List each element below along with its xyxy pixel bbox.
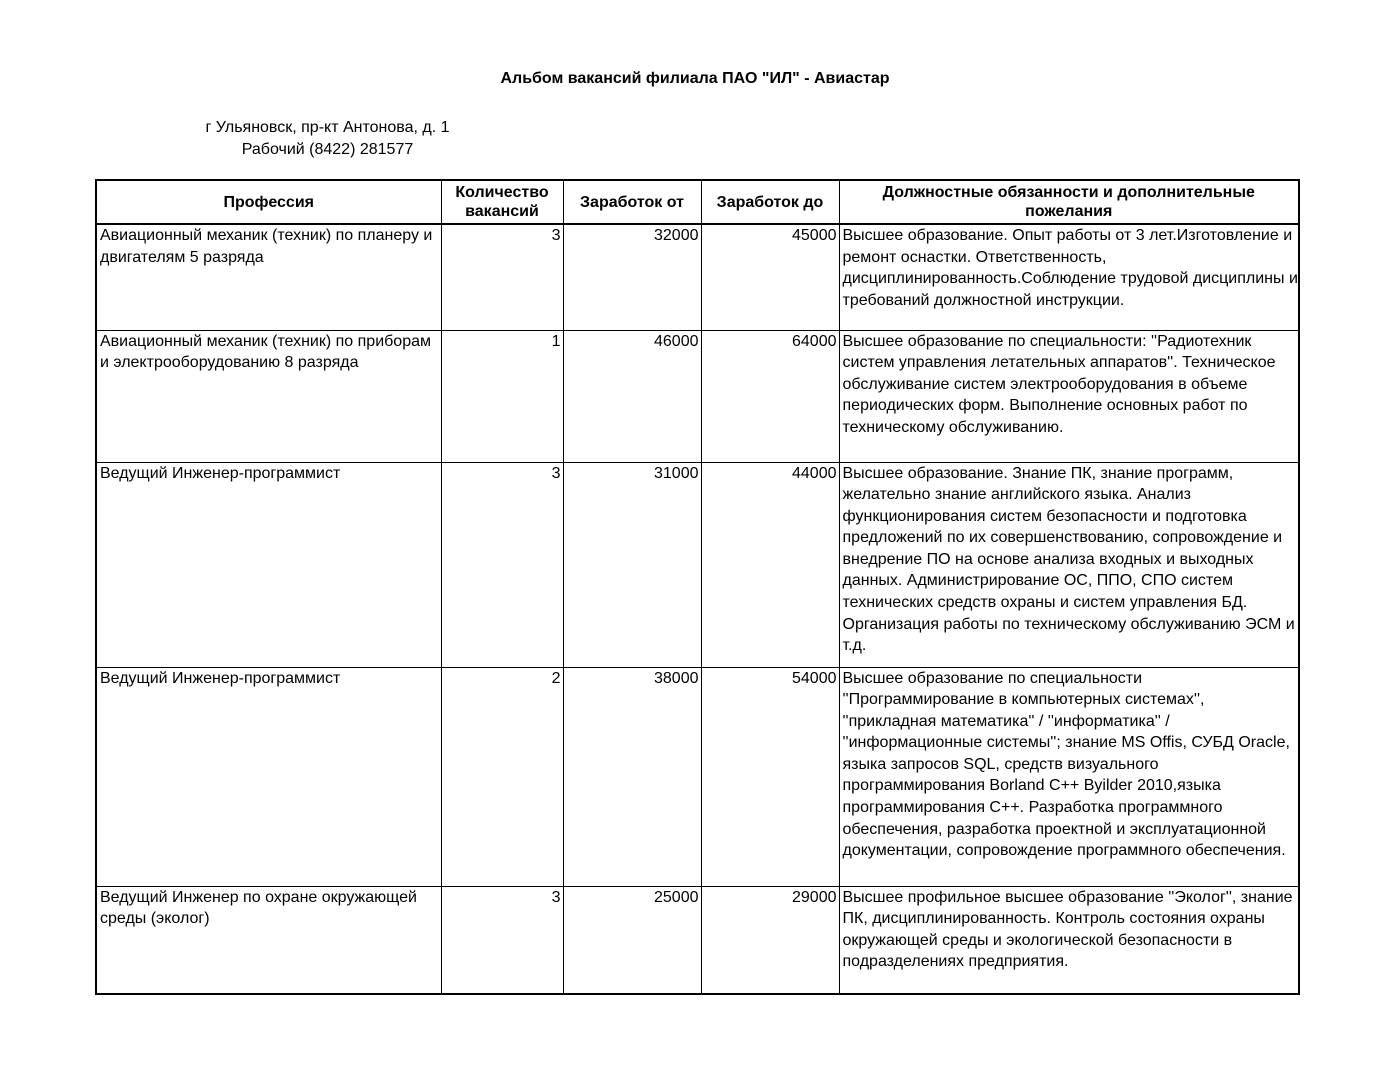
cell-count: 3 <box>441 224 563 330</box>
cell-duties: Высшее образование. Опыт работы от 3 лет.Изготовление и ремонт оснастки. Ответственность, дисциплинированность.Соблюдение трудовой дисциплины и требований должностной инструкции. <box>839 224 1299 330</box>
cell-profession: Авиационный механик (техник) по планеру и двигателям 5 разряда <box>96 224 441 330</box>
header-count: Количество вакансий <box>441 180 563 224</box>
cell-duties: Высшее образование по специальности ''Программирование в компьютерных системах'', ''прикладная математика'' / ''информатика'' / ''информационные системы''; знание MS Offis, СУБД Oracle, языка запросов SQL, средств визуального программирования Borland C++ Byilder 2010,языка программирования С++. Разработка программного обеспечения, разработка проектной и эксплуатационной документации, сопровождение программного обеспечения. <box>839 667 1299 886</box>
table-row <box>96 224 1299 330</box>
cell-profession: Ведущий Инженер-программист <box>96 462 441 667</box>
cell-salary-to: 29000 <box>701 886 839 994</box>
table-row <box>96 667 1299 886</box>
cell-duties: Высшее профильное высшее образование ''Эколог'', знание ПК, дисциплинированность. Контроль состояния охраны окружающей среды и экологической безопасности в подразделениях предприятия. <box>839 886 1299 994</box>
cell-salary-from: 31000 <box>563 462 701 667</box>
cell-duties: Высшее образование по специальности: ''Радиотехник систем управления летательных аппаратов''. Техническое обслуживание систем электрооборудования в объеме периодических форм. Выполнение основных работ по техническому обслуживанию. <box>839 330 1299 462</box>
cell-profession: Ведущий Инженер-программист <box>96 667 441 886</box>
cell-count: 2 <box>441 667 563 886</box>
header-duties: Должностные обязанности и дополнительные пожелания <box>839 180 1299 224</box>
document-title: Альбом вакансий филиала ПАО "ИЛ" - Авиастар <box>500 70 890 87</box>
cell-salary-to: 54000 <box>701 667 839 886</box>
cell-profession: Ведущий Инженер по охране окружающей среды (эколог) <box>96 886 441 994</box>
header-profession: Профессия <box>96 180 441 224</box>
phone-line: Рабочий (8422) 281577 <box>241 141 414 158</box>
cell-salary-to: 45000 <box>701 224 839 330</box>
table-header-row <box>96 180 1299 224</box>
cell-count: 3 <box>441 886 563 994</box>
cell-duties: Высшее образование. Знание ПК, знание программ, желательно знание английского языка. Анализ функционирования систем безопасности и подготовка предложений по их совершенствованию, сопровождение и внедрение ПО на основе анализа входных и выходных данных. Администрирование ОС, ППО, СПО систем технических средств охраны и систем управления БД. Организация работы по техническому обслуживанию ЭСМ и т.д. <box>839 462 1299 667</box>
table-row <box>96 462 1299 667</box>
header-salary-from: Заработок от <box>563 180 701 224</box>
cell-salary-to: 64000 <box>701 330 839 462</box>
vacancies-table <box>95 179 1300 995</box>
cell-profession: Авиационный механик (техник) по приборам и электрооборудованию 8 разряда <box>96 330 441 462</box>
cell-salary-from: 32000 <box>563 224 701 330</box>
address-block <box>175 117 480 161</box>
cell-salary-from: 38000 <box>563 667 701 886</box>
cell-count: 1 <box>441 330 563 462</box>
cell-salary-to: 44000 <box>701 462 839 667</box>
address-line: г Ульяновск, пр-кт Антонова, д. 1 <box>205 119 450 136</box>
table-row <box>96 330 1299 462</box>
cell-salary-from: 25000 <box>563 886 701 994</box>
cell-salary-from: 46000 <box>563 330 701 462</box>
table-row <box>96 886 1299 994</box>
header-salary-to: Заработок до <box>701 180 839 224</box>
cell-count: 3 <box>441 462 563 667</box>
